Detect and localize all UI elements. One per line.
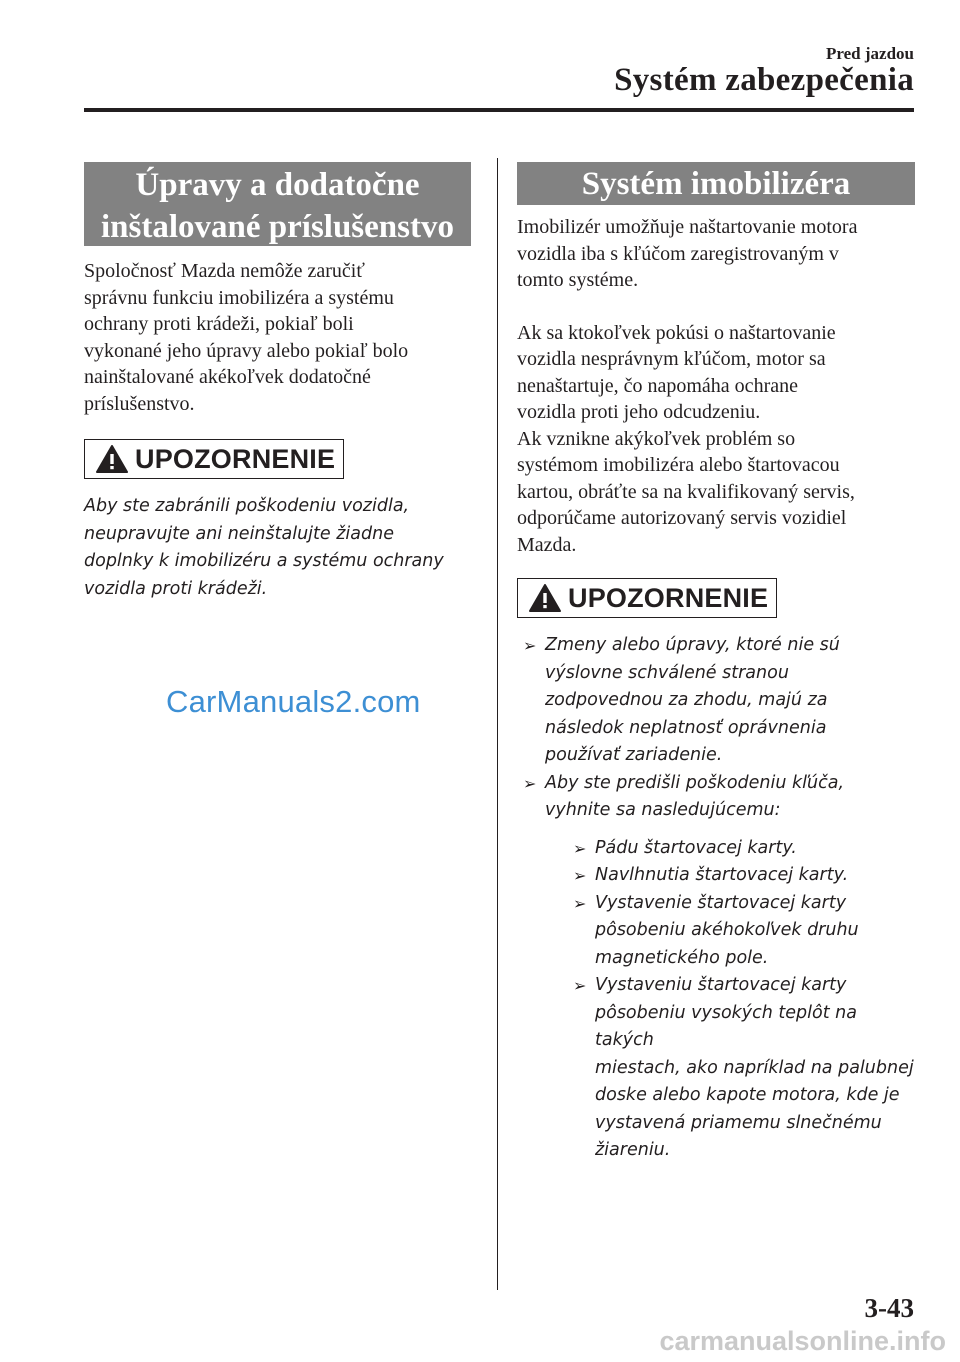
text-line: vozidla nesprávnym kľúčom, motor sa [517,348,826,370]
section-banner-immobilizer: Systém imobilizéra [517,162,915,205]
watermark: CarManuals2.com [166,684,421,719]
immobilizer-paragraph-2 [517,320,915,559]
list-item [517,632,915,770]
warning-label: UPOZORNENIE [135,443,336,474]
arrow-bullet-icon: ➢ [573,976,587,995]
text-line: Pádu štartovacej karty. [595,837,797,858]
footer-watermark: carmanualsonline.info [659,1326,946,1356]
text-line: systémom imobilizéra alebo štartovacou [517,454,840,476]
text-line: vozidla iba s kľúčom zaregistrovaným v [517,242,839,265]
list-item [567,835,915,863]
text-line: Navlhnutia štartovacej karty. [595,865,849,885]
arrow-bullet-icon: ➢ [573,838,587,858]
text-line: ochrany proti krádeži, pokiaľ boli [84,313,354,335]
text-line: zodpovednou za zhodu, majú za [545,690,828,710]
text-line: vystavená priamemu slnečnému [595,1112,882,1133]
text-line: Spoločnosť Mazda nemôže zaručiť [84,260,365,282]
list-item [567,890,915,973]
accessories-paragraph [84,258,471,417]
text-line: Aby ste zabránili poškodeniu vozidla, [84,496,410,516]
text-line: vyhnite sa nasledujúcemu: [545,800,781,820]
arrow-bullet-icon: ➢ [573,893,587,913]
text-line: Vystavenie štartovacej karty [595,892,847,913]
text-line: odporúčame autorizovaný servis vozidiel [517,507,847,529]
text-line: nenaštartuje, čo napomáha ochrane [517,374,798,397]
arrow-bullet-icon: ➢ [523,636,537,655]
left-column [84,162,471,603]
text-line: tomto systéme. [517,269,639,291]
right-column [517,162,915,1165]
banner-line: Úpravy a dodatočne [135,167,420,203]
text-line: pôsobeniu akéhokoľvek druhu [595,920,859,940]
header-rule [84,108,914,112]
text-line: pôsobeniu vysokých teplôt na takých [595,1002,857,1050]
text-line: následok neplatnosť oprávnenia [545,717,827,738]
text-line: nainštalované akékoľvek dodatočné [84,366,371,388]
warning-text [84,493,471,603]
text-line: Mazda. [517,533,577,556]
text-line: vykonané jeho úpravy alebo pokiaľ bolo [84,339,409,362]
text-line: Aby ste predišli poškodeniu kľúča, [545,772,845,793]
text-line: Ak sa ktokoľvek pokúsi o naštartovanie [517,321,836,344]
warning-triangle-icon [95,444,129,474]
text-line: vozidla proti krádeži. [84,578,268,599]
warning-box [517,578,777,618]
page-number: 3-43 [864,1293,914,1323]
list-item [567,862,915,890]
warning-bullet-list [517,632,915,1165]
warning-triangle-icon [528,583,562,613]
immobilizer-paragraph-1 [517,214,915,294]
sub-bullet-list [545,835,915,1165]
section-banner-accessories [84,162,471,246]
text-line: Vystaveniu štartovacej karty [595,975,847,995]
arrow-bullet-icon: ➢ [573,866,587,885]
text-line: doske alebo kapote motora, kde je [595,1085,900,1105]
text-line: Zmeny alebo úpravy, ktoré nie sú [545,635,840,655]
text-line: správnu funkciu imobilizéra a systému [84,286,394,309]
list-item [517,770,915,1165]
text-line: žiareniu. [595,1140,671,1160]
chapter-label: Pred jazdou [826,44,914,63]
list-item [567,972,915,1165]
text-line: výslovne schválené stranou [545,662,789,683]
column-divider [497,158,498,1290]
text-line: Ak vznikne akýkoľvek problém so [517,427,796,450]
text-line: príslušenstvo. [84,392,195,415]
text-line: kartou, obráťte sa na kvalifikovaný servis, [517,480,855,503]
page-title: Systém zabezpečenia [614,62,914,98]
text-line: vozidla proti jeho odcudzeniu. [517,401,761,423]
text-line: používať zariadenie. [545,745,723,765]
text-line: neupravujte ani neinštalujte žiadne [84,523,394,544]
warning-box [84,439,344,479]
text-line: Imobilizér umožňuje naštartovanie motora [517,216,858,238]
text-line: magnetického pole. [595,947,769,968]
text-line: miestach, ako napríklad na palubnej [595,1057,914,1078]
warning-label: UPOZORNENIE [568,582,769,613]
text-line: doplnky k imobilizéru a systému ochrany [84,551,444,571]
banner-line: inštalované príslušenstvo [101,209,454,245]
arrow-bullet-icon: ➢ [523,773,537,793]
